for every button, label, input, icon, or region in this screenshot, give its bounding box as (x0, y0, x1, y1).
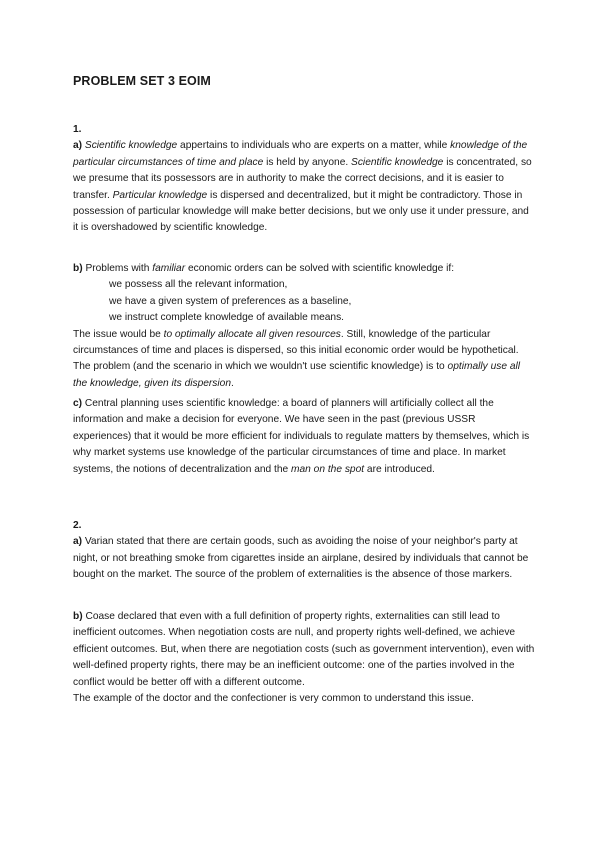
list-item: we have a given system of preferences as a baseline, (109, 295, 352, 307)
text-run: Varian stated that there are certain goods, such as avoiding the noise of your neighbor's party at night, or not breathing smoke from cigarettes inside an airplane, desired by individuals that cannot be bought on the market. The source of the problem of externalities is the absence of those markers. (73, 536, 529, 581)
text-run: Problems with (82, 263, 153, 274)
question-2-part-b (73, 609, 535, 707)
italic-term: Particular knowledge (112, 189, 208, 201)
text-run: is concentrated, so we presume that its possessors are in authority to make the correct decisions, and it is easier to transfer. (73, 156, 532, 201)
question-1-number: 1. (73, 124, 82, 135)
italic-term: to optimally allocate all given resources (163, 328, 341, 340)
question-1-part-c (73, 396, 535, 478)
italic-term: familiar (152, 263, 186, 274)
text-run: . Still, knowledge of the particular circumstances of time and places is dispersed, so this initial economic order would be hypothetical. The problem (and the scenario in which we wouldn't use scientific knowledge) is to (73, 328, 519, 373)
text-run: is held by anyone. (263, 156, 352, 168)
text-run: Central planning uses scientific knowledge: a board of planners will artificially collect all the information and make a decision for everyone. We have seen in the past (previous USSR experiences) that it would be more efficient for individuals to regulate matters by themselves, which is why market systems use knowledge of the particular circumstances of time and place. In market systems, the notions of decentralization and the (73, 398, 530, 475)
question-2-number: 2. (73, 520, 82, 531)
text-run: Coase declared that even with a full definition of property rights, externalities can still lead to inefficient outcomes. When negotiation costs are null, and property rights well-defined, we achieve efficient outcomes. But, when there are negotiation costs (such as government intervention), even with well-defined property rights, there may be an inefficient outcome: one of the parties involved in the conflict would be better off with a different outcome. (73, 611, 535, 688)
list-item: we instruct complete knowledge of available means. (109, 312, 345, 324)
italic-term: Scientific knowledge (84, 140, 178, 152)
part-a-label: a) (73, 536, 83, 548)
question-1-part-b (73, 261, 535, 392)
part-c-label: c) (73, 398, 83, 409)
italic-term: Scientific knowledge (351, 156, 444, 168)
part-b-label: b) (73, 263, 83, 274)
text-run: are introduced. (364, 463, 435, 475)
list-item: we possess all the relevant information, (109, 279, 288, 291)
text-run: The issue would be (73, 328, 164, 340)
document-title: PROBLEM SET 3 EOIM (73, 74, 211, 88)
text-run: appertains to individuals who are experts on a matter, while (177, 140, 451, 152)
text-run: . (231, 377, 234, 389)
text-run: economic orders can be solved with scientific knowledge if: (185, 263, 455, 274)
italic-term: man on the spot (291, 463, 365, 475)
question-1-part-a (73, 122, 535, 237)
part-b-label: b) (73, 611, 83, 622)
text-run: is dispersed and decentralized, but it might be contradictory. Those in possession of particular knowledge will make better decisions, but we only use it under pressure, and it is overshadowed by scientific knowledge. (73, 189, 529, 234)
italic-term: knowledge of the particular circumstances of time and place (73, 140, 528, 168)
text-run: The example of the doctor and the confectioner is very common to understand this issue. (73, 693, 474, 705)
italic-term: optimally use all the knowledge, given its dispersion (73, 361, 521, 389)
part-a-label: a) (73, 140, 83, 152)
question-2-part-a (73, 518, 535, 584)
